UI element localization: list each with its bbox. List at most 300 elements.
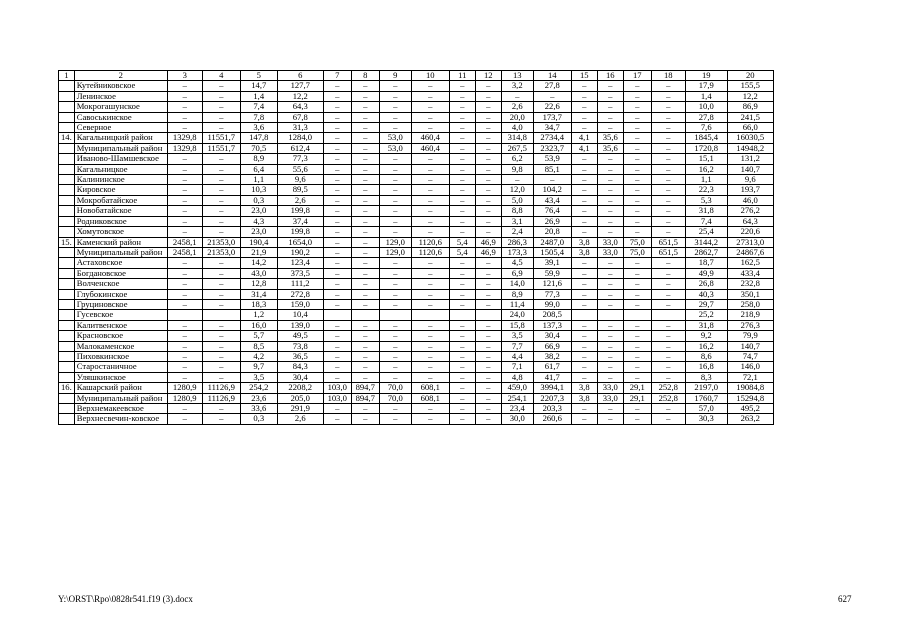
value-cell: 8,8 [501, 206, 533, 216]
value-cell: 2487,0 [533, 237, 571, 247]
value-cell: 38,2 [533, 351, 571, 361]
value-cell: – [202, 195, 240, 205]
value-cell: – [623, 289, 651, 299]
value-cell: 41,7 [533, 372, 571, 382]
value-cell: – [379, 206, 411, 216]
value-cell: – [379, 91, 411, 101]
value-cell: 11551,7 [202, 133, 240, 143]
value-cell: 11551,7 [202, 143, 240, 153]
value-cell: – [449, 175, 475, 185]
value-cell: 291,9 [277, 404, 323, 414]
value-cell: 20,8 [533, 227, 571, 237]
value-cell: 173,7 [533, 112, 571, 122]
value-cell: – [597, 123, 623, 133]
value-cell: 40,3 [685, 289, 727, 299]
value-cell: 15294,8 [727, 393, 773, 403]
value-cell: 2,4 [501, 227, 533, 237]
value-cell: – [379, 185, 411, 195]
table-row [59, 404, 774, 414]
value-cell: – [475, 258, 501, 268]
value-cell: 373,5 [277, 268, 323, 278]
value-cell: – [571, 331, 597, 341]
table-row [59, 123, 774, 133]
table-row [59, 175, 774, 185]
value-cell: – [597, 112, 623, 122]
value-cell: – [651, 143, 685, 153]
value-cell: 1,4 [240, 91, 277, 101]
data-table-container [58, 70, 774, 425]
value-cell: – [323, 185, 351, 195]
value-cell: – [475, 383, 501, 393]
value-cell: – [651, 102, 685, 112]
row-name-cell: Кировское [74, 185, 167, 195]
value-cell: – [379, 258, 411, 268]
value-cell: 7,7 [501, 341, 533, 351]
value-cell: – [323, 289, 351, 299]
row-name-cell: Мокробатайское [74, 195, 167, 205]
value-cell: – [351, 351, 379, 361]
value-cell: 2,6 [277, 414, 323, 424]
value-cell: – [411, 320, 449, 330]
value-cell: 19084,8 [727, 383, 773, 393]
value-cell: 1845,4 [685, 133, 727, 143]
row-name-cell: Малокаменское [74, 341, 167, 351]
value-cell: 25,2 [685, 310, 727, 320]
value-cell: 66,9 [533, 341, 571, 351]
row-index-cell [59, 175, 75, 185]
value-cell: 651,5 [651, 247, 685, 257]
value-cell: 3,8 [571, 393, 597, 403]
value-cell: 77,3 [277, 154, 323, 164]
value-cell: 258,0 [727, 299, 773, 309]
value-cell: 10,4 [277, 310, 323, 320]
value-cell: 16030,5 [727, 133, 773, 143]
value-cell: – [351, 372, 379, 382]
value-cell: 8,9 [240, 154, 277, 164]
value-cell: – [167, 91, 202, 101]
value-cell: 7,4 [240, 102, 277, 112]
value-cell: – [475, 362, 501, 372]
value-cell: 460,4 [411, 133, 449, 143]
value-cell: 232,8 [727, 279, 773, 289]
value-cell: 12,2 [727, 91, 773, 101]
value-cell: – [379, 414, 411, 424]
value-cell: 190,4 [240, 237, 277, 247]
value-cell: 30,3 [685, 414, 727, 424]
row-name-cell: Мокрогашунское [74, 102, 167, 112]
header-cell: 14 [533, 71, 571, 81]
value-cell: 21353,0 [202, 247, 240, 257]
value-cell: 4,5 [501, 258, 533, 268]
value-cell: 3,2 [501, 81, 533, 91]
value-cell: – [323, 143, 351, 153]
value-cell: 49,9 [685, 268, 727, 278]
value-cell: 16,0 [240, 320, 277, 330]
row-name-cell: Калининское [74, 175, 167, 185]
value-cell: – [623, 143, 651, 153]
value-cell: – [167, 362, 202, 372]
value-cell: 4,2 [240, 351, 277, 361]
value-cell: – [571, 81, 597, 91]
value-cell: – [623, 164, 651, 174]
value-cell: 173,3 [501, 247, 533, 257]
value-cell: 1284,0 [277, 133, 323, 143]
value-cell: 4,1 [571, 133, 597, 143]
value-cell: – [597, 414, 623, 424]
value-cell: – [571, 112, 597, 122]
value-cell: 66,0 [727, 123, 773, 133]
value-cell: – [202, 91, 240, 101]
value-cell [651, 310, 685, 320]
value-cell: 252,8 [651, 383, 685, 393]
value-cell: – [651, 331, 685, 341]
value-cell: – [323, 195, 351, 205]
value-cell: – [202, 414, 240, 424]
value-cell: 72,1 [727, 372, 773, 382]
value-cell: 254,2 [240, 383, 277, 393]
value-cell: – [571, 404, 597, 414]
value-cell: – [411, 206, 449, 216]
value-cell: 31,3 [277, 123, 323, 133]
header-cell: 4 [202, 71, 240, 81]
value-cell: – [651, 258, 685, 268]
value-cell: – [651, 289, 685, 299]
row-name-cell: Иваново-Шамшевское [74, 154, 167, 164]
row-index-cell [59, 362, 75, 372]
value-cell: 76,4 [533, 206, 571, 216]
value-cell: – [411, 268, 449, 278]
value-cell: – [449, 91, 475, 101]
value-cell: 7,1 [501, 362, 533, 372]
value-cell: – [449, 404, 475, 414]
value-cell: – [651, 404, 685, 414]
value-cell: – [623, 372, 651, 382]
value-cell: – [202, 81, 240, 91]
value-cell: 140,7 [727, 341, 773, 351]
value-cell: – [533, 175, 571, 185]
value-cell: 111,2 [277, 279, 323, 289]
value-cell: 2208,2 [277, 383, 323, 393]
value-cell: – [623, 299, 651, 309]
value-cell: 14948,2 [727, 143, 773, 153]
value-cell: 6,4 [240, 164, 277, 174]
value-cell: – [651, 227, 685, 237]
value-cell: – [623, 351, 651, 361]
table-row [59, 414, 774, 424]
value-cell: 46,9 [475, 237, 501, 247]
table-row [59, 206, 774, 216]
table-row [59, 112, 774, 122]
value-cell: 147,8 [240, 133, 277, 143]
value-cell: 35,6 [597, 143, 623, 153]
header-cell: 7 [323, 71, 351, 81]
value-cell: – [323, 247, 351, 257]
value-cell: – [449, 414, 475, 424]
value-cell: 1329,8 [167, 143, 202, 153]
value-cell: – [571, 185, 597, 195]
value-cell: – [167, 320, 202, 330]
value-cell: – [202, 279, 240, 289]
value-cell: – [449, 289, 475, 299]
value-cell: 8,9 [501, 289, 533, 299]
value-cell: 59,9 [533, 268, 571, 278]
value-cell: – [571, 320, 597, 330]
value-cell: – [379, 341, 411, 351]
value-cell: – [475, 164, 501, 174]
value-cell: – [351, 268, 379, 278]
value-cell: 29,7 [685, 299, 727, 309]
value-cell [379, 310, 411, 320]
value-cell: 103,0 [323, 383, 351, 393]
table-row [59, 362, 774, 372]
value-cell: 99,0 [533, 299, 571, 309]
table-row [59, 227, 774, 237]
value-cell: 79,9 [727, 331, 773, 341]
value-cell: – [379, 123, 411, 133]
value-cell: – [571, 195, 597, 205]
file-path: Y:\ORST\Rpo\0828r541.f19 (3).docx [58, 594, 193, 604]
value-cell: – [167, 123, 202, 133]
row-index-cell [59, 227, 75, 237]
value-cell: – [597, 372, 623, 382]
value-cell: – [167, 81, 202, 91]
value-cell: 2458,1 [167, 247, 202, 257]
value-cell: – [571, 268, 597, 278]
value-cell: – [623, 279, 651, 289]
value-cell: 16,2 [685, 164, 727, 174]
value-cell: 9,7 [240, 362, 277, 372]
table-row [59, 216, 774, 226]
value-cell: 33,0 [597, 393, 623, 403]
value-cell: 1760,7 [685, 393, 727, 403]
value-cell: 29,1 [623, 393, 651, 403]
value-cell: – [449, 133, 475, 143]
value-cell [411, 310, 449, 320]
value-cell: – [651, 299, 685, 309]
value-cell: – [202, 320, 240, 330]
value-cell: 75,0 [623, 237, 651, 247]
header-cell: 18 [651, 71, 685, 81]
header-cell: 8 [351, 71, 379, 81]
value-cell: – [167, 414, 202, 424]
value-cell: – [411, 299, 449, 309]
value-cell: 61,7 [533, 362, 571, 372]
value-cell: 7,8 [240, 112, 277, 122]
value-cell: – [449, 112, 475, 122]
value-cell: – [379, 102, 411, 112]
value-cell: – [411, 91, 449, 101]
value-cell: – [167, 175, 202, 185]
value-cell: 190,2 [277, 247, 323, 257]
value-cell: 146,0 [727, 362, 773, 372]
value-cell: 9,2 [685, 331, 727, 341]
table-row [59, 81, 774, 91]
value-cell: – [651, 206, 685, 216]
row-name-cell: Верхнемакеевское [74, 404, 167, 414]
value-cell: – [411, 81, 449, 91]
value-cell: – [411, 154, 449, 164]
value-cell: 137,3 [533, 320, 571, 330]
value-cell: – [597, 331, 623, 341]
value-cell: 9,6 [277, 175, 323, 185]
value-cell: 26,9 [533, 216, 571, 226]
value-cell: 2734,4 [533, 133, 571, 143]
value-cell: – [351, 258, 379, 268]
value-cell: – [475, 185, 501, 195]
value-cell: – [411, 351, 449, 361]
value-cell: – [651, 341, 685, 351]
value-cell: – [167, 268, 202, 278]
table-row [59, 320, 774, 330]
value-cell: – [351, 102, 379, 112]
value-cell: – [167, 164, 202, 174]
value-cell: – [449, 268, 475, 278]
value-cell: – [351, 331, 379, 341]
value-cell: – [167, 195, 202, 205]
value-cell: – [475, 268, 501, 278]
value-cell: – [501, 91, 533, 101]
value-cell: – [167, 351, 202, 361]
value-cell: – [411, 289, 449, 299]
value-cell: – [411, 404, 449, 414]
value-cell: 263,2 [727, 414, 773, 424]
row-index-cell [59, 310, 75, 320]
value-cell: 4,0 [501, 123, 533, 133]
value-cell: – [651, 320, 685, 330]
value-cell: – [597, 227, 623, 237]
value-cell: 0,3 [240, 195, 277, 205]
value-cell: – [651, 268, 685, 278]
value-cell: – [167, 404, 202, 414]
value-cell: 433,4 [727, 268, 773, 278]
row-name-cell: Ленинское [74, 91, 167, 101]
row-name-cell: Савоськинское [74, 112, 167, 122]
value-cell: – [379, 227, 411, 237]
value-cell: – [351, 404, 379, 414]
value-cell: 3,8 [571, 247, 597, 257]
row-index-cell [59, 164, 75, 174]
value-cell: 30,0 [501, 414, 533, 424]
value-cell: – [597, 206, 623, 216]
row-name-cell: Гусевское [74, 310, 167, 320]
value-cell: – [167, 341, 202, 351]
value-cell: – [379, 268, 411, 278]
value-cell: – [475, 175, 501, 185]
value-cell: – [651, 351, 685, 361]
value-cell: – [449, 102, 475, 112]
value-cell: 459,0 [501, 383, 533, 393]
value-cell: – [449, 299, 475, 309]
row-name-cell: Кутейниковское [74, 81, 167, 91]
row-index-cell [59, 206, 75, 216]
value-cell: – [351, 133, 379, 143]
table-row [59, 279, 774, 289]
value-cell: – [449, 154, 475, 164]
value-cell: – [202, 123, 240, 133]
value-cell: – [323, 320, 351, 330]
value-cell: – [449, 227, 475, 237]
value-cell: – [411, 341, 449, 351]
value-cell: – [623, 206, 651, 216]
value-cell: 23,0 [240, 227, 277, 237]
value-cell: 23,4 [501, 404, 533, 414]
value-cell: – [449, 383, 475, 393]
value-cell: 25,4 [685, 227, 727, 237]
value-cell: – [571, 289, 597, 299]
value-cell: 1,1 [685, 175, 727, 185]
value-cell: – [351, 91, 379, 101]
value-cell: 35,6 [597, 133, 623, 143]
value-cell: – [411, 185, 449, 195]
row-name-cell: Муниципальный район [74, 247, 167, 257]
value-cell: – [379, 331, 411, 341]
value-cell: – [351, 227, 379, 237]
value-cell: – [202, 102, 240, 112]
value-cell: 23,6 [240, 393, 277, 403]
value-cell: 30,4 [533, 331, 571, 341]
value-cell: 9,8 [501, 164, 533, 174]
value-cell: – [623, 404, 651, 414]
value-cell: – [571, 206, 597, 216]
value-cell: – [323, 133, 351, 143]
value-cell: – [449, 143, 475, 153]
value-cell: 14,7 [240, 81, 277, 91]
value-cell: – [475, 404, 501, 414]
value-cell: – [202, 299, 240, 309]
table-row [59, 331, 774, 341]
value-cell: – [597, 341, 623, 351]
value-cell: 2207,3 [533, 393, 571, 403]
value-cell: 129,0 [379, 247, 411, 257]
value-cell: – [323, 154, 351, 164]
value-cell: – [597, 102, 623, 112]
value-cell: 460,4 [411, 143, 449, 153]
value-cell: – [449, 258, 475, 268]
value-cell: – [571, 372, 597, 382]
value-cell: – [623, 216, 651, 226]
value-cell: – [623, 258, 651, 268]
value-cell: 3,8 [571, 237, 597, 247]
header-cell: 17 [623, 71, 651, 81]
value-cell: – [623, 123, 651, 133]
value-cell: – [475, 320, 501, 330]
value-cell: – [351, 247, 379, 257]
value-cell: 85,1 [533, 164, 571, 174]
value-cell: 2458,1 [167, 237, 202, 247]
value-cell: – [597, 91, 623, 101]
row-index-cell: 16. [59, 383, 75, 393]
value-cell: 241,5 [727, 112, 773, 122]
value-cell: – [323, 341, 351, 351]
value-cell: 11126,9 [202, 393, 240, 403]
row-index-cell [59, 268, 75, 278]
value-cell: – [202, 341, 240, 351]
value-cell: 29,1 [623, 383, 651, 393]
header-cell: 6 [277, 71, 323, 81]
value-cell: 1120,6 [411, 237, 449, 247]
value-cell: – [449, 372, 475, 382]
row-name-cell: Верхнесвечин-ковское [74, 414, 167, 424]
value-cell: – [449, 351, 475, 361]
value-cell: 4,8 [501, 372, 533, 382]
header-cell: 9 [379, 71, 411, 81]
value-cell: – [202, 351, 240, 361]
value-cell: 103,0 [323, 393, 351, 403]
value-cell: – [351, 123, 379, 133]
value-cell: – [351, 164, 379, 174]
value-cell: 8,3 [685, 372, 727, 382]
row-index-cell [59, 258, 75, 268]
